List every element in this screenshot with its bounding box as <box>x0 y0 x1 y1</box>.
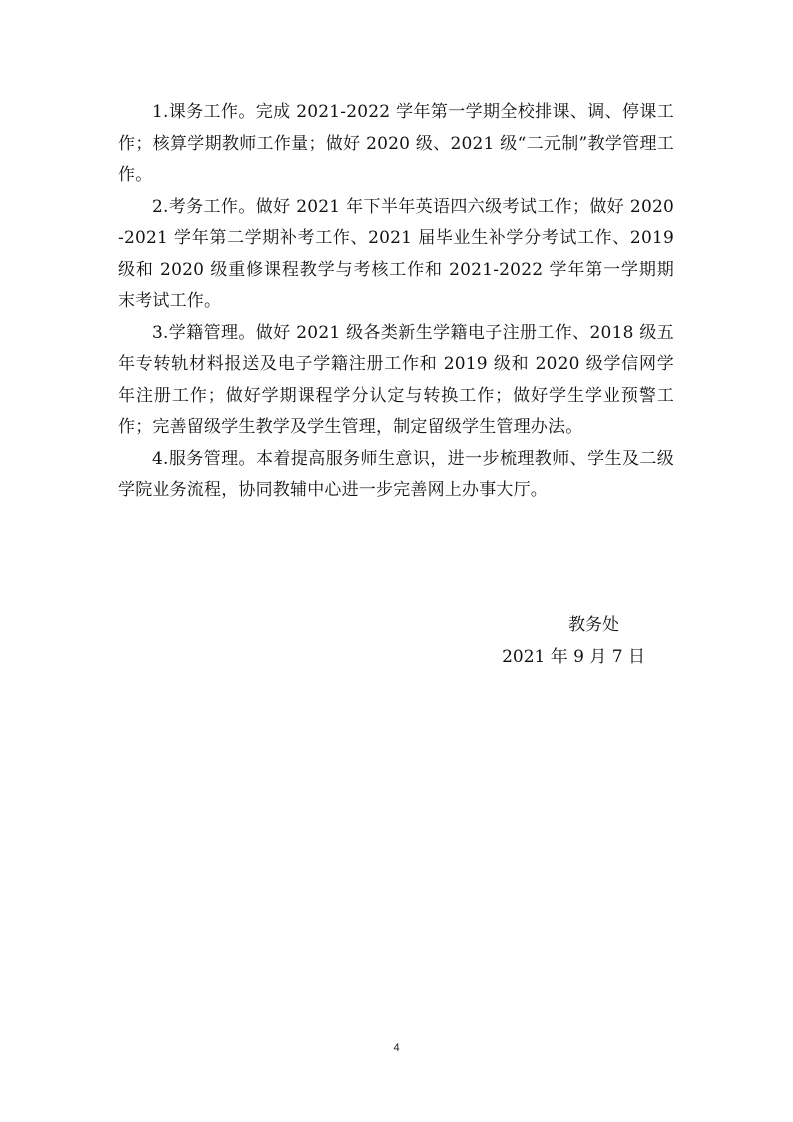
paragraph-exam-affairs: 2.考务工作。做好 2021 年下半年英语四六级考试工作；做好 2020-2021 学年第二学期补考工作、2021 届毕业生补学分考试工作、2019 级和 2020 级重修课程教学与考核工作和 2021-2022 学年第一学期期末考试工作。 <box>118 196 674 311</box>
paragraph-course-affairs: 1.课务工作。完成 2021-2022 学年第一学期全校排课、调、停课工作；核算学期教师工作量；做好 2020 级、2021 级“二元制”教学管理工作。 <box>118 102 674 185</box>
signature-block <box>502 610 645 673</box>
paragraph-service-management: 4.服务管理。本着提高服务师生意识，进一步梳理教师、学生及二级学院业务流程，协同教辅中心进一步完善网上办事大厅。 <box>118 448 674 500</box>
signature-department: 教务处 <box>568 615 620 635</box>
document-body <box>118 97 674 507</box>
signature-date: 2021 年 9 月 7 日 <box>502 646 645 667</box>
paragraph-student-records: 3.学籍管理。做好 2021 级各类新生学籍电子注册工作、2018 级五年专转轨材料报送及电子学籍注册工作和 2019 级和 2020 级学信网学年注册工作；做好学期课程学分认定与转换工作；做好学生学业预警工作；完善留级学生教学及学生管理，制定留级学生管理办法。 <box>118 322 674 437</box>
page-number: 4 <box>393 1042 400 1054</box>
